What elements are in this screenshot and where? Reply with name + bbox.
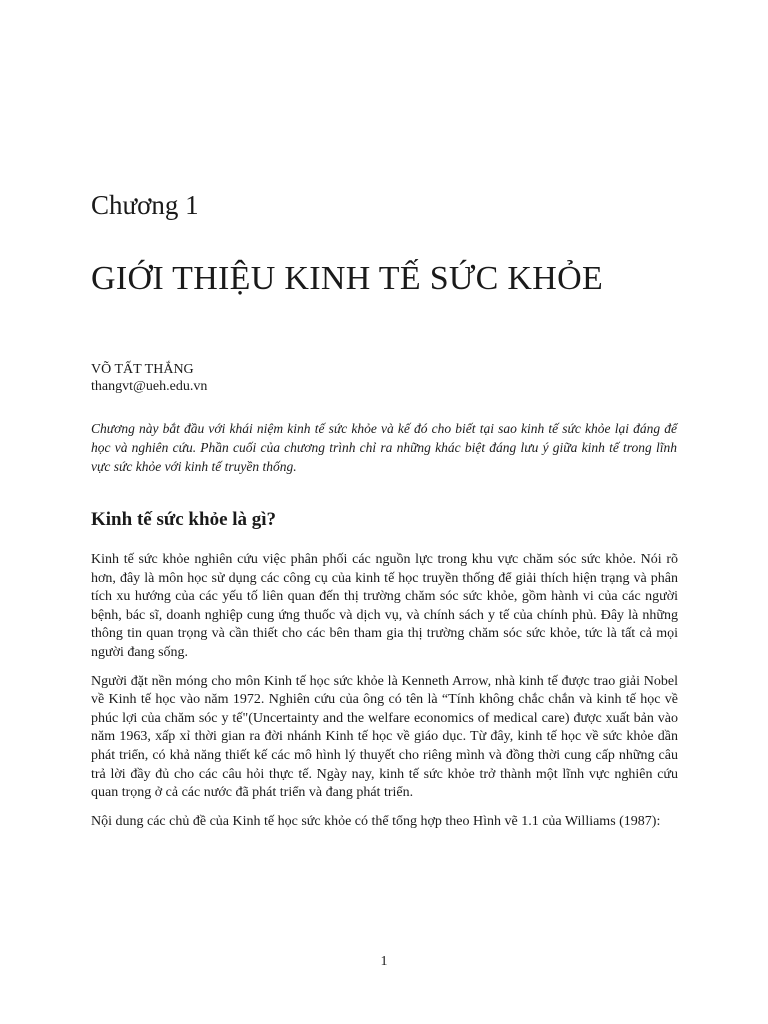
chapter-title: GIỚI THIỆU KINH TẾ SỨC KHỎE	[91, 260, 604, 297]
body-paragraph: Kinh tế sức khỏe nghiên cứu việc phân phối các nguồn lực trong khu vực chăm sóc sức khỏe. Nói rõ hơn, đây là môn học sử dụng các công cụ của kinh tế học truyền thống để giải thích hiện trạng và phân tích xu hướng của các yếu tố liên quan đến thị trường chăm sóc sức khỏe, gồm hành vi của các người bệnh, bác sĩ, doanh nghiệp cung ứng thuốc và dịch vụ, và chính sách y tế của chính phủ. Đây là những thông tin quan trọng và cần thiết cho các bên tham gia thị trường chăm sóc sức khỏe, tức là tất cả mọi người đang sống.	[91, 552, 678, 660]
body-paragraph: Người đặt nền móng cho môn Kinh tế học sức khỏe là Kenneth Arrow, nhà kinh tế được trao giải Nobel về Kinh tế học vào năm 1972. Nghiên cứu của ông có tên là “Tính không chắc chắn và kinh tế học về phúc lợi của chăm sóc y tế"(Uncertainty and the welfare economics of medical care) được xuất bản vào năm 1963, xấp xỉ thời gian ra đời nhánh Kinh tế học về giáo dục. Từ đây, kinh tế học về sức khỏe dần phát triển, có khả năng thiết kế các mô hình lý thuyết cho riêng mình và đồng thời cung cấp những câu trả lời đầy đủ cho các câu hỏi thực tế. Ngày nay, kinh tế sức khỏe trở thành một lĩnh vực nghiên cứu quan trọng ở cả các nước đã phát triển và đang phát triển.	[91, 673, 678, 801]
chapter-abstract: Chương này bắt đầu với khái niệm kinh tế sức khỏe và kế đó cho biết tại sao kinh tế sức khỏe lại đáng để học và nghiên cứu. Phần cuối của chương trình chỉ ra những khác biệt đáng lưu ý giữa kinh tế trong lĩnh vực sức khỏe với kinh tế truyền thống.	[91, 421, 677, 474]
author-block	[91, 361, 207, 395]
chapter-label: Chương 1	[91, 190, 199, 220]
section-heading: Kinh tế sức khỏe là gì?	[91, 509, 277, 530]
page-number: 1	[380, 954, 388, 969]
section-body	[91, 551, 678, 841]
body-paragraph: Nội dung các chủ đề của Kinh tế học sức khỏe có thể tổng hợp theo Hình vẽ 1.1 của Williams (1987):	[91, 813, 661, 829]
author-name: VÕ TẤT THẮNG	[91, 362, 194, 377]
author-email: thangvt@ueh.edu.vn	[91, 379, 208, 394]
